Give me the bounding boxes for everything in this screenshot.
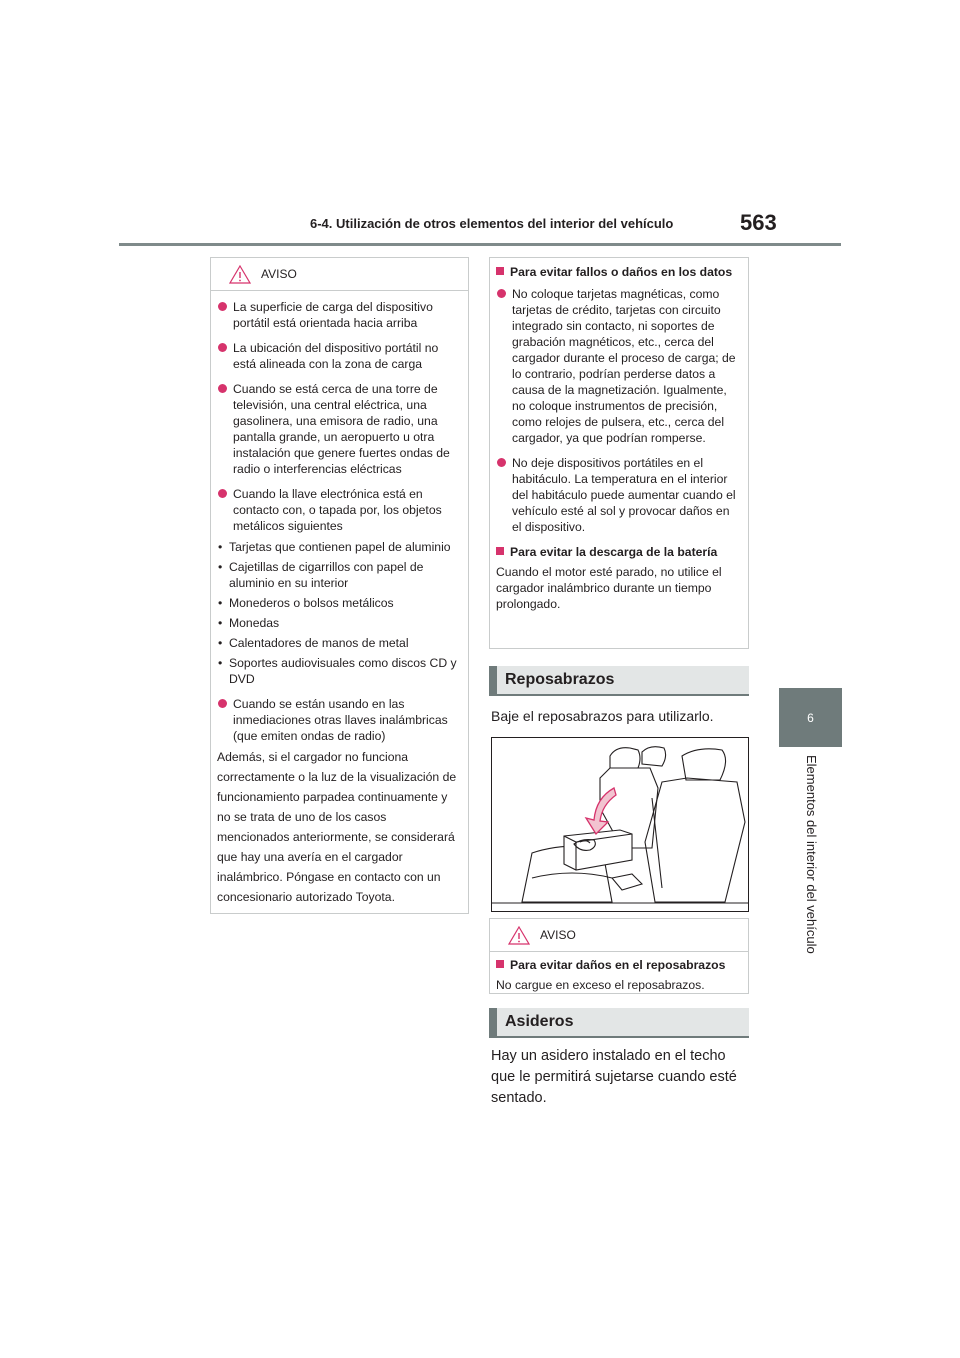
warning-box-left — [210, 257, 469, 914]
section-heading-text: Asideros — [505, 1013, 574, 1030]
sub-list-item: • Monederos o bolsos metálicos — [217, 595, 460, 611]
list-item: Cuando se están usando en las inmediaciones otras llaves inalámbricas (que emiten ondas de radio) — [217, 696, 460, 744]
warning-label: AVISO — [540, 928, 576, 942]
warning-box-right — [489, 257, 749, 649]
page-number: 563 — [740, 210, 777, 235]
reposabrazos-text: Baje el reposabrazos para utilizarlo. — [491, 708, 714, 724]
list-item: Cuando se está cerca de una torre de televisión, una central eléctrica, una gasolinera, una emisora de radio, una pantalla grande, un aeropuerto u otra instalación que genere fuertes ondas de radio o interferencias eléctricas — [217, 381, 460, 477]
warning-header — [490, 919, 748, 952]
list-item: Cuando la llave electrónica está en contacto con, o tapada por, los objetos metálicos siguientes — [217, 486, 460, 534]
armrest-illustration — [491, 737, 749, 912]
chapter-number: 6 — [807, 710, 814, 725]
list-item: La ubicación del dispositivo portátil no está alineada con la zona de carga — [217, 340, 460, 372]
sub-list-item: • Cajetillas de cigarrillos con papel de aluminio en su interior — [217, 559, 460, 591]
warning-triangle-icon — [508, 926, 530, 945]
box-text: No cargue en exceso el reposabrazos. — [496, 978, 705, 992]
list-item: No coloque tarjetas magnéticas, como tarjetas de crédito, tarjetas con circuito integrado sin contacto, ni soportes de grabación magnéticos, etc., cerca del cargador durante el proceso de carga; de lo contrario, podrían perderse datos a causa de la magnetización. Igualmente, no coloque instrumentos de precisión, como relojes de pulsera, etc., cerca del cargador, ya que podrían romperse. — [496, 286, 740, 446]
chapter-title: Elementos del interior del vehículo — [804, 755, 819, 954]
warning-triangle-icon — [229, 265, 251, 284]
box-subheading: Para evitar la descarga de la batería — [496, 544, 740, 560]
list-item: No deje dispositivos portátiles en el habitáculo. La temperatura en el interior del habitáculo puede aumentar cuando el vehículo esté al sol y provocar daños en el dispositivo. — [496, 455, 740, 535]
section-heading-asideros — [489, 1008, 749, 1038]
box-subheading: Para evitar daños en el reposabrazos — [496, 957, 740, 973]
box-subheading: Para evitar fallos o daños en los datos — [496, 264, 740, 280]
sub-list-item: • Monedas — [217, 615, 460, 631]
chapter-tab — [779, 688, 842, 747]
closing-paragraph: Además, si el cargador no funciona correctamente o la luz de la visualización de funcionamiento parpadea continuamente y no se trata de uno de los casos mencionados anteriormente, se considerará que hay una avería en el cargador inalámbrico. Póngase en contacto con un concesionario autorizado Toyota. — [217, 750, 457, 904]
section-heading-text: Reposabrazos — [505, 671, 615, 688]
sub-list-item: • Tarjetas que contienen papel de aluminio — [217, 539, 460, 555]
armrest-drawing — [492, 738, 748, 911]
section-heading-reposabrazos — [489, 666, 749, 696]
header-rule — [119, 243, 841, 246]
warning-box-armrest — [489, 918, 749, 994]
section-title: 6-4. Utilización de otros elementos del interior del vehículo — [310, 216, 674, 231]
down-arrow-icon — [586, 788, 616, 834]
box-text: Cuando el motor esté parado, no utilice el cargador inalámbrico durante un tiempo prolongado. — [496, 565, 722, 611]
sub-list-item: • Soportes audiovisuales como discos CD y DVD — [217, 655, 460, 687]
sub-list-item: • Calentadores de manos de metal — [217, 635, 460, 651]
warning-header — [211, 258, 468, 291]
asideros-text: Hay un asidero instalado en el techo que le permitirá sujetarse cuando esté sentado. — [491, 1048, 737, 1106]
warning-label: AVISO — [261, 267, 297, 281]
list-item: La superficie de carga del dispositivo portátil está orientada hacia arriba — [217, 299, 460, 331]
